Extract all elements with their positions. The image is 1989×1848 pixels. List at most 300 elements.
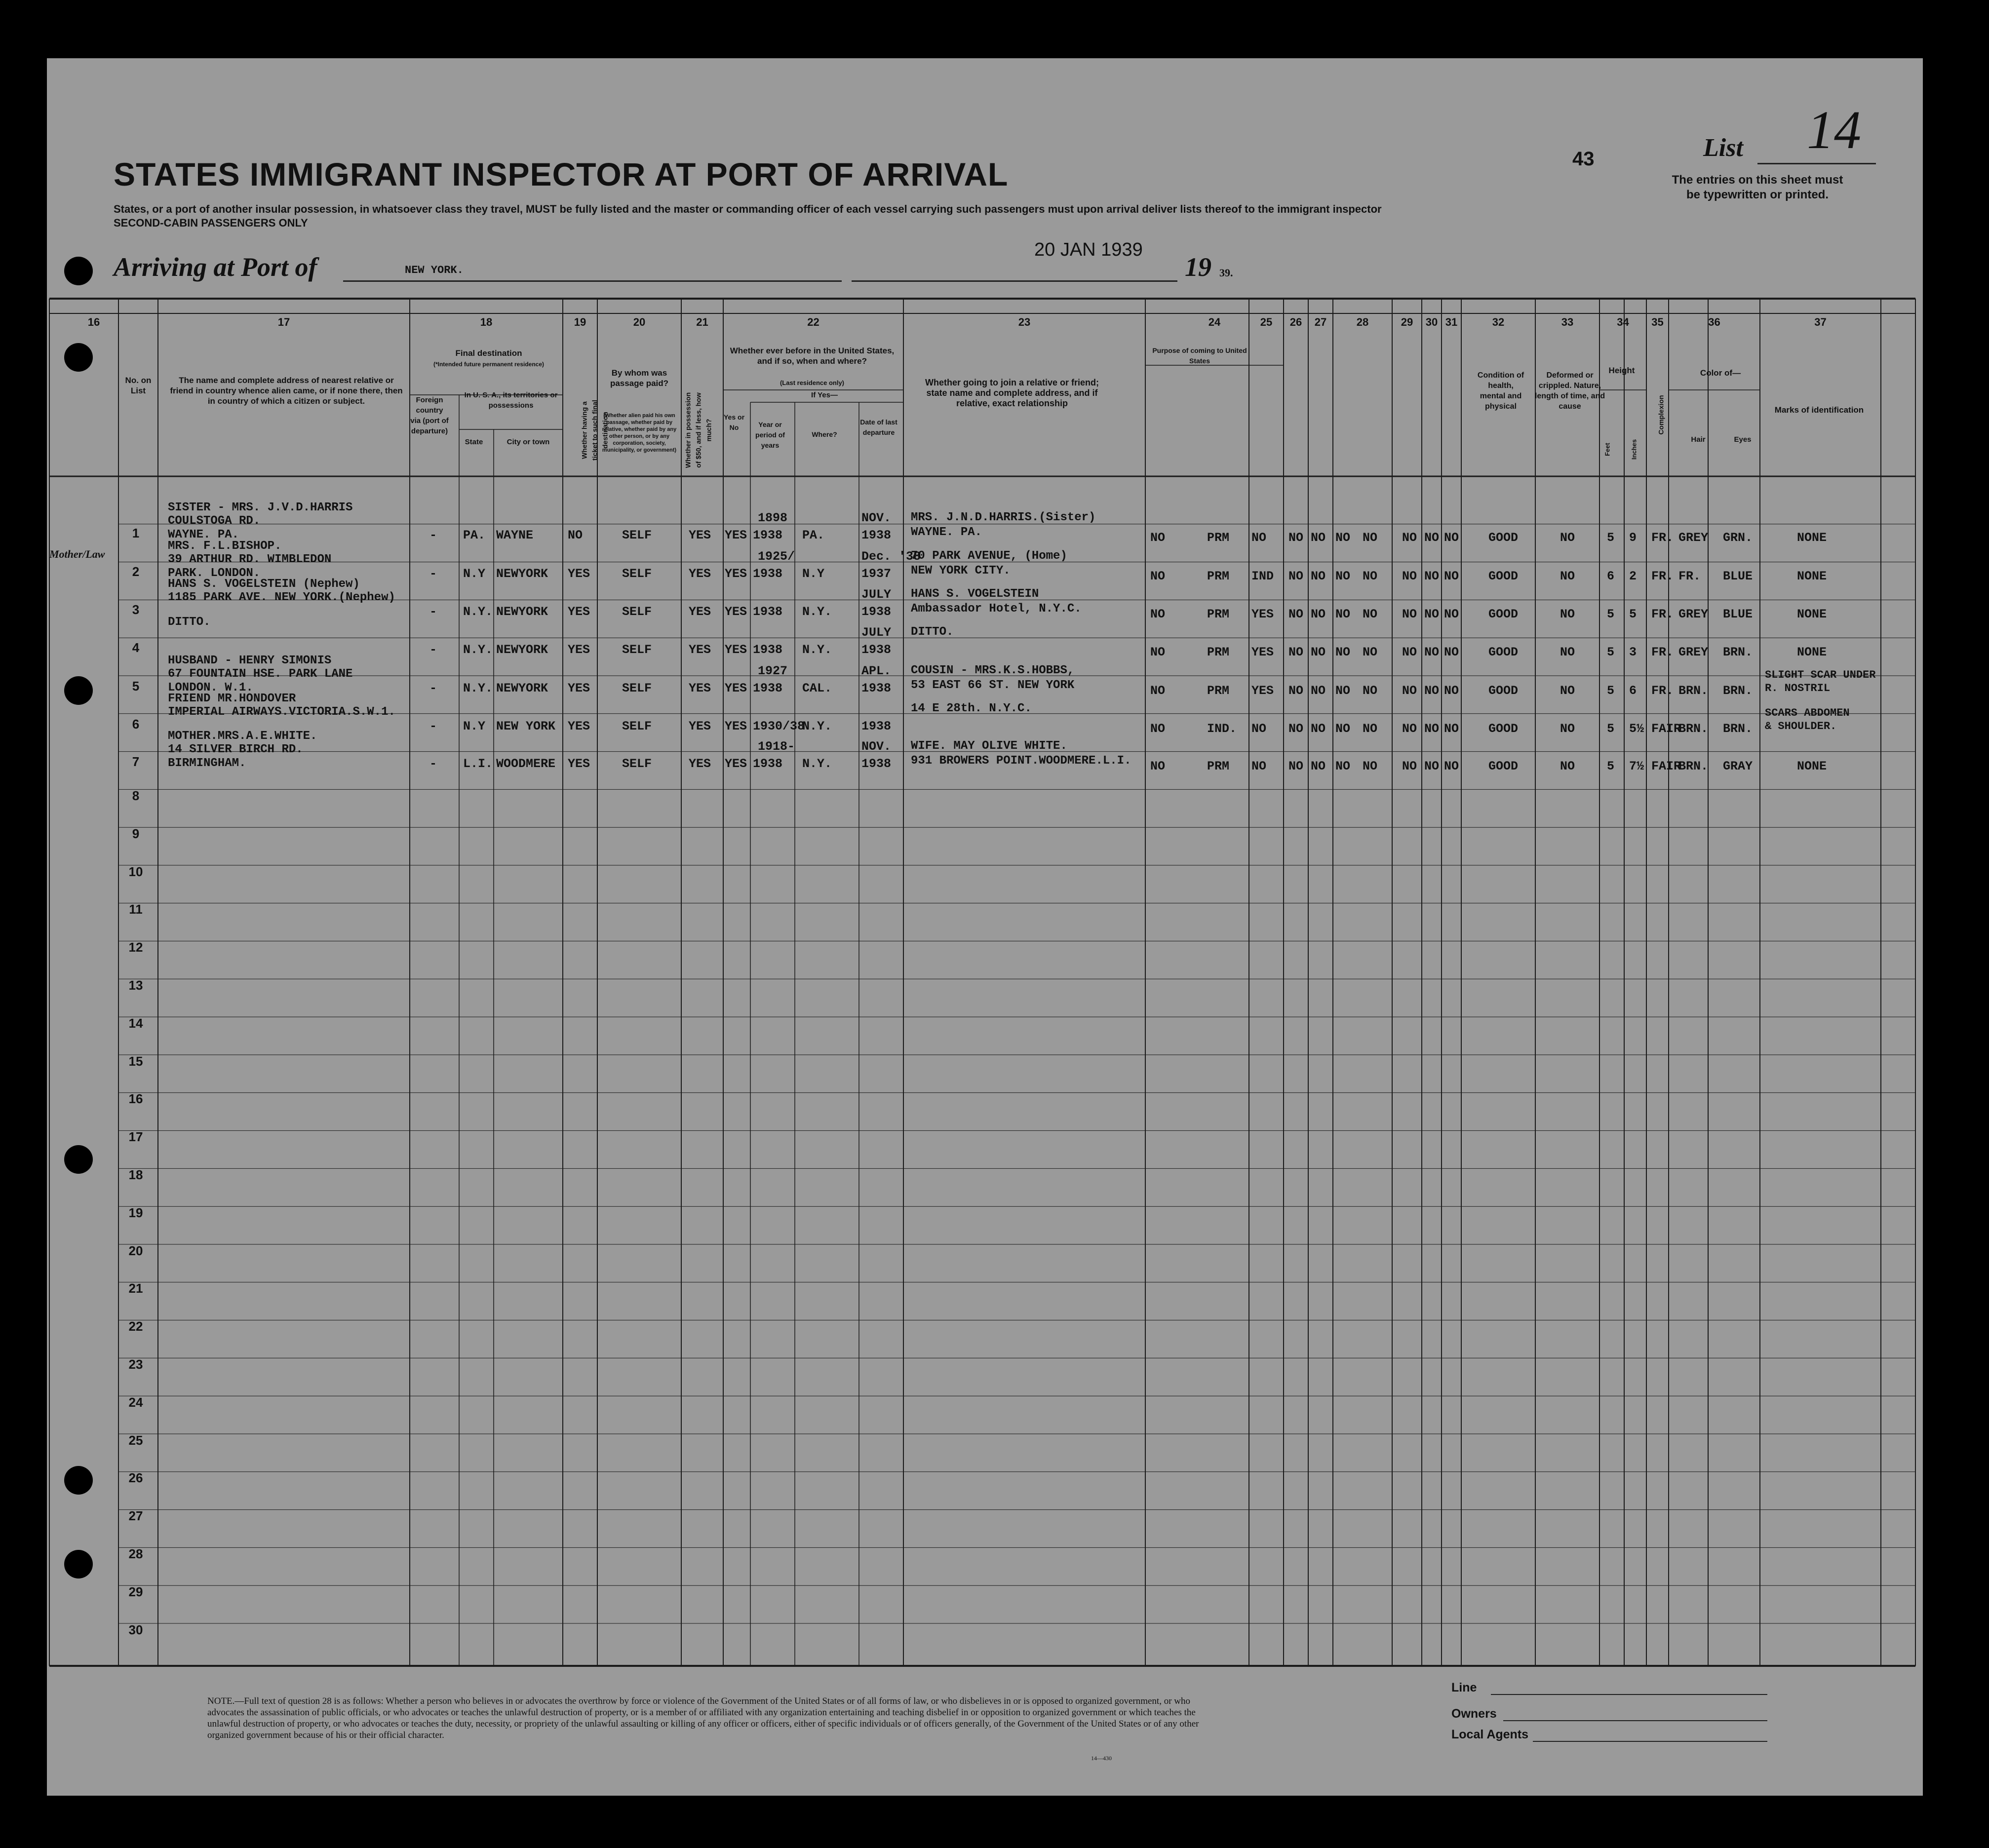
year-prefix: 19 (1185, 252, 1211, 282)
answer-31: NO (1444, 531, 1459, 545)
column-number: 27 (1314, 316, 1327, 328)
column-number: 33 (1561, 316, 1574, 328)
answer-27: NO (1335, 569, 1351, 583)
relative-address-line: LONDON. W.1. (168, 681, 253, 694)
height-feet: 5 (1607, 531, 1615, 545)
row-number: 25 (128, 1432, 143, 1448)
last-departure-year: 1938 (861, 757, 892, 771)
passage-paid-by: SELF (622, 528, 652, 542)
header-no-on-list: No. on List (125, 376, 152, 395)
health-condition: GOOD (1488, 722, 1519, 736)
purpose-answer: NO (1150, 531, 1166, 545)
relative-name: HANS S. VOGELSTEIN (Nephew) (168, 578, 360, 591)
has-fifty-dollars: YES (689, 681, 711, 695)
line-label: Line (1451, 1681, 1477, 1694)
row-number: 4 (132, 640, 140, 655)
row-number: 8 (132, 788, 140, 803)
answer-28: NO (1363, 684, 1378, 698)
header-if-yes: If Yes— (811, 391, 838, 399)
ticket-to-destination: YES (568, 567, 590, 581)
answer-29: NO (1402, 569, 1417, 583)
answer-31: NO (1444, 569, 1459, 583)
has-fifty-dollars: YES (689, 605, 711, 619)
relative-address: 14 SILVER BIRCH RD. (168, 743, 303, 756)
foreign-port: - (429, 605, 437, 619)
passage-paid-by: SELF (622, 643, 652, 657)
row-number: 9 (132, 826, 140, 841)
purpose-answer: IND (1251, 569, 1274, 583)
deformed: NO (1560, 645, 1575, 659)
row-number: 10 (128, 864, 143, 879)
column-number: 35 (1651, 316, 1664, 328)
answer-31: NO (1444, 684, 1459, 698)
header-passage-paid: By whom was passage paid? (610, 368, 669, 388)
before-year: 1938 (753, 567, 783, 581)
column-number: 25 (1260, 316, 1273, 328)
header-where: Where? (812, 430, 837, 438)
row-number: 29 (128, 1584, 143, 1599)
row-number: 3 (132, 602, 140, 617)
destination-city: NEWYORK (496, 681, 548, 695)
health-condition: GOOD (1488, 569, 1519, 583)
line-field (1491, 1694, 1767, 1695)
answer-30: NO (1424, 531, 1440, 545)
passage-paid-by: SELF (622, 757, 652, 771)
has-fifty-dollars: YES (689, 719, 711, 733)
purpose-answer: NO (1150, 645, 1166, 659)
deformed: NO (1560, 569, 1575, 583)
height-inches: 7½ (1629, 759, 1644, 773)
complexion: FAIR (1651, 759, 1681, 773)
row-number: 1 (132, 526, 140, 540)
passage-paid-by: SELF (622, 567, 652, 581)
answer-26: NO (1311, 531, 1326, 545)
row-number: 18 (128, 1167, 143, 1182)
before-where: N.Y. (802, 757, 832, 771)
height-feet: 5 (1607, 722, 1615, 736)
destination-state: N.Y. (463, 605, 493, 619)
has-fifty-dollars: YES (689, 567, 711, 581)
been-before: YES (725, 681, 747, 695)
foreign-port: - (429, 643, 437, 657)
answer-26: NO (1311, 645, 1326, 659)
last-departure-month: NOV. (861, 511, 892, 525)
height-feet: 5 (1607, 645, 1615, 659)
answer-31: NO (1444, 759, 1459, 773)
footnote-text: NOTE.—Full text of question 28 is as follows: Whether a person who believes in or advocates the overthrow by force or violence of the Government of the United States or of all forms of law, or who disbelieves in or is opposed to organized government, or who advocates the assassination of public officials, or who advocates or teaches the unlawful destruction of property, or is a member of or affiliated with any organization entertaining and teaching disbelief in or opposition to organized government or which teaches the unlawful destruction of property, or who advocates or teaches the duty, necessity, or propriety of the unlawful assaulting or killing of any officer or officers, either of specific individuals or of officers generally, of the Government of the United States or of any other organized government because of his or their official character. (207, 1696, 1199, 1740)
before-year: 1938 (753, 643, 783, 657)
purpose-answer: YES (1251, 607, 1274, 621)
height-feet: 5 (1607, 759, 1615, 773)
answer-31: NO (1444, 607, 1459, 621)
ticket-to-destination: NO (568, 528, 583, 542)
header-final-destination: Final destination (455, 348, 522, 358)
destination-state: N.Y (463, 719, 486, 733)
destination-city: NEWYORK (496, 567, 548, 581)
height-inches: 5½ (1629, 722, 1644, 736)
last-departure-month: APL. (861, 664, 892, 678)
header-foreign-country: Foreign country via (port of departure) (410, 396, 449, 435)
before-year: 1938 (753, 681, 783, 695)
header-fifty-dollars: Whether in possession of $50, and if less, how much? (684, 392, 713, 468)
destination-city: NEW YORK (496, 719, 556, 733)
has-fifty-dollars: YES (689, 643, 711, 657)
answer-25: NO (1288, 569, 1304, 583)
purpose-answer: PRM (1207, 531, 1230, 545)
health-condition: GOOD (1488, 759, 1519, 773)
answer-26: NO (1311, 569, 1326, 583)
row-number: 28 (128, 1546, 143, 1561)
row-number: 30 (128, 1622, 143, 1637)
deformed: NO (1560, 759, 1575, 773)
answer-28: NO (1363, 759, 1378, 773)
before-year: 1930/38 (753, 719, 805, 733)
answer-29: NO (1402, 759, 1417, 773)
header-inches: Inches (1630, 439, 1638, 460)
destination-state: PA. (463, 528, 486, 542)
joining-person: DITTO. (911, 625, 954, 639)
row-number: 15 (128, 1053, 143, 1069)
answer-25: NO (1288, 531, 1304, 545)
eye-color: BRN. (1723, 684, 1753, 698)
column-number: 32 (1492, 316, 1505, 328)
eye-color: BRN. (1723, 645, 1753, 659)
header-health: Condition of health, mental and physical (1477, 371, 1524, 411)
margin-annotation: Mother/Law (49, 548, 105, 560)
row-number: 14 (128, 1015, 143, 1031)
relative-address-line: BIRMINGHAM. (168, 757, 246, 770)
column-number: 16 (87, 316, 100, 328)
complexion: FAIR (1651, 722, 1681, 736)
column-number: 26 (1289, 316, 1302, 328)
before-year: 1938 (753, 528, 783, 542)
second-cabin-line: SECOND-CABIN PASSENGERS ONLY (114, 217, 308, 229)
health-condition: GOOD (1488, 645, 1519, 659)
column-number: 36 (1708, 316, 1720, 328)
answer-26: NO (1311, 684, 1326, 698)
health-condition: GOOD (1488, 684, 1519, 698)
last-departure-year: 1938 (861, 681, 892, 695)
purpose-answer: YES (1251, 645, 1274, 659)
hair-color: BRN. (1678, 684, 1709, 698)
joining-address: Ambassador Hotel, N.Y.C. (911, 602, 1082, 616)
header-last-residence: (Last residence only) (780, 379, 845, 386)
header-passage-note: (Whether alien paid his own passage, whether paid by relative, whether paid by any other person, or by any corporation, society, municipality, or government) (602, 413, 677, 453)
relative-address: 39 ARTHUR RD. WIMBLEDON (168, 553, 332, 566)
identification-marks: R. NOSTRIL (1765, 682, 1831, 694)
been-before: YES (725, 528, 747, 542)
column-number: 23 (1018, 316, 1031, 328)
row-number: 23 (128, 1357, 143, 1372)
answer-29: NO (1402, 722, 1417, 736)
has-fifty-dollars: YES (689, 757, 711, 771)
form-number: 14—430 (1091, 1755, 1112, 1762)
foreign-port: - (429, 757, 437, 771)
header-ever-before: Whether ever before in the United States, and if so, when and where? (730, 346, 895, 366)
height-feet: 6 (1607, 569, 1615, 583)
answer-30: NO (1424, 645, 1440, 659)
header-date-departure: Date of last departure (860, 418, 897, 436)
before-where: N.Y. (802, 605, 832, 619)
last-departure-year: 1938 (861, 528, 892, 542)
before-where: N.Y. (802, 643, 832, 657)
relative-name: FRIEND MR.HONDOVER (168, 692, 296, 705)
before-year: 1925/ (758, 549, 795, 564)
header-complexion: Complexion (1657, 395, 1665, 435)
answer-28: NO (1363, 531, 1378, 545)
destination-state: N.Y (463, 567, 486, 581)
before-year: 1927 (758, 664, 788, 678)
deformed: NO (1560, 684, 1575, 698)
ticket-to-destination: YES (568, 719, 590, 733)
answer-27: NO (1335, 531, 1351, 545)
purpose-answer: NO (1150, 759, 1166, 773)
column-number: 28 (1356, 316, 1369, 328)
passage-paid-by: SELF (622, 719, 652, 733)
answer-29: NO (1402, 684, 1417, 698)
answer-28: NO (1363, 569, 1378, 583)
eye-color: BLUE (1723, 569, 1753, 583)
before-where: N.Y (802, 567, 825, 581)
identification-marks: & SHOULDER. (1765, 720, 1837, 732)
height-inches: 5 (1629, 607, 1637, 621)
identification-marks: NONE (1797, 759, 1827, 773)
been-before: YES (725, 643, 747, 657)
before-year: 1938 (753, 757, 783, 771)
joining-person: HANS S. VOGELSTEIN (911, 587, 1039, 601)
purpose-answer: YES (1251, 684, 1274, 698)
purpose-answer: NO (1150, 684, 1166, 698)
purpose-answer: NO (1251, 722, 1267, 736)
height-feet: 5 (1607, 684, 1615, 698)
relative-name: MOTHER.MRS.A.E.WHITE. (168, 730, 317, 743)
relative-address: 67 FOUNTAIN HSE. PARK LANE (168, 667, 353, 681)
relative-address-line: PARK. LONDON. (168, 567, 261, 580)
foreign-port: - (429, 681, 437, 695)
been-before: YES (725, 605, 747, 619)
before-year: 1898 (758, 511, 788, 525)
height-inches: 3 (1629, 645, 1637, 659)
relative-address: COULSTOGA RD. (168, 514, 261, 528)
joining-person: MRS. J.N.D.HARRIS.(Sister) (911, 511, 1096, 524)
ticket-to-destination: YES (568, 605, 590, 619)
local-agents-label: Local Agents (1451, 1728, 1529, 1741)
hair-color: GREY (1678, 645, 1709, 659)
joining-person: 14 E 28th. N.Y.C. (911, 702, 1032, 715)
page-number: 43 (1572, 148, 1595, 170)
last-departure-year: 1938 (861, 605, 892, 619)
answer-26: NO (1311, 607, 1326, 621)
last-departure-year: 1937 (861, 567, 892, 581)
relative-address: IMPERIAL AIRWAYS.VICTORIA.S.W.1. (168, 705, 395, 719)
foreign-port: - (429, 528, 437, 542)
answer-28: NO (1363, 722, 1378, 736)
row-number: 22 (128, 1319, 143, 1334)
row-number: 26 (128, 1470, 143, 1486)
answer-28: NO (1363, 645, 1378, 659)
ticket-to-destination: YES (568, 757, 590, 771)
column-number: 24 (1208, 316, 1221, 328)
column-number: 31 (1445, 316, 1458, 328)
answer-29: NO (1402, 607, 1417, 621)
been-before: YES (725, 567, 747, 581)
before-year: 1918- (758, 739, 795, 754)
port-name: NEW YORK. (405, 264, 464, 276)
column-number: 21 (696, 316, 708, 328)
answer-30: NO (1424, 722, 1440, 736)
joining-address: 53 EAST 66 ST. NEW YORK (911, 679, 1075, 692)
health-condition: GOOD (1488, 531, 1519, 545)
relative-address: 1185 PARK AVE. NEW YORK.(Nephew) (168, 591, 395, 604)
answer-30: NO (1424, 759, 1440, 773)
last-departure-month: Dec. '38 (861, 549, 921, 564)
date-stamp: 20 JAN 1939 (1034, 239, 1143, 260)
destination-city: WOODMERE (496, 757, 556, 771)
list-label: List (1703, 134, 1743, 162)
destination-city: NEWYORK (496, 643, 548, 657)
owners-field (1503, 1720, 1767, 1721)
column-number: 29 (1401, 316, 1413, 328)
purpose-answer: PRM (1207, 645, 1230, 659)
column-number: 30 (1425, 316, 1438, 328)
header-color-of: Color of— (1700, 368, 1741, 378)
header-going-to-join: Whether going to join a relative or friend; state name and complete address, and if relative, exact relationship (925, 378, 1099, 408)
relative-address-line: WAYNE. PA. (168, 528, 239, 541)
destination-city: WAYNE (496, 528, 534, 542)
column-number: 17 (277, 316, 290, 328)
joining-address: NEW YORK CITY. (911, 564, 1011, 578)
identification-marks: NONE (1797, 607, 1827, 621)
header-hair: Hair (1691, 435, 1706, 444)
complexion: FR. (1651, 569, 1674, 583)
passage-paid-by: SELF (622, 605, 652, 619)
deformed: NO (1560, 722, 1575, 736)
row-number: 20 (128, 1243, 143, 1258)
eye-color: GRAY (1723, 759, 1753, 773)
column-number: 20 (633, 316, 646, 328)
answer-25: NO (1288, 722, 1304, 736)
row-number: 7 (132, 754, 140, 769)
row-number: 5 (132, 679, 140, 693)
row-number: 21 (128, 1281, 143, 1296)
header-yes-no: Yes or No (723, 413, 745, 431)
header-in-usa: In U. S. A., its territories or possessions (464, 391, 558, 410)
column-number: 22 (807, 316, 819, 328)
header-purpose: Purpose of coming to United States (1152, 346, 1247, 365)
form-title: STATES IMMIGRANT INSPECTOR AT PORT OF ARRIVAL (114, 156, 1009, 192)
purpose-answer: NO (1251, 531, 1267, 545)
answer-25: NO (1288, 759, 1304, 773)
row-number: 6 (132, 717, 140, 732)
instructions-line: States, or a port of another insular possession, in whatsoever class they travel, MUST be fully listed and the master or commanding officer of each vessel carrying such passengers must upon arrival deliver lists thereof to the immigrant inspector (114, 203, 1382, 215)
height-inches: 2 (1629, 569, 1637, 583)
purpose-answer: NO (1150, 569, 1166, 583)
header-year: Year or period of years (755, 421, 785, 449)
has-fifty-dollars: YES (689, 528, 711, 542)
header-marks: Marks of identification (1774, 405, 1864, 415)
header-final-destination-note: (*Intended future permanent residence) (433, 361, 545, 368)
answer-25: NO (1288, 684, 1304, 698)
row-number: 11 (129, 902, 143, 917)
purpose-answer: PRM (1207, 684, 1230, 698)
row-number: 13 (128, 978, 143, 993)
row-number: 24 (128, 1394, 143, 1410)
last-departure-month: NOV. (861, 739, 892, 754)
answer-27: NO (1335, 684, 1351, 698)
before-year: 1938 (753, 605, 783, 619)
purpose-answer: PRM (1207, 759, 1230, 773)
complexion: FR. (1651, 531, 1674, 545)
passage-paid-by: SELF (622, 681, 652, 695)
row-number: 17 (128, 1129, 143, 1145)
row-number: 2 (132, 564, 140, 579)
header-city: City or town (507, 438, 550, 446)
destination-state: L.I. (463, 757, 493, 771)
purpose-answer: NO (1150, 722, 1166, 736)
answer-27: NO (1335, 722, 1351, 736)
row-number: 12 (128, 940, 143, 955)
footnote-question-28 (207, 1695, 1219, 1741)
answer-28: NO (1363, 607, 1378, 621)
relative-name: HUSBAND - HENRY SIMONIS (168, 654, 332, 667)
hair-color: GREY (1678, 607, 1709, 621)
eye-color: BRN. (1723, 722, 1753, 736)
destination-city: NEWYORK (496, 605, 548, 619)
row-number: 19 (128, 1205, 143, 1220)
last-departure-year: 1938 (861, 719, 892, 733)
before-where: CAL. (802, 681, 832, 695)
eye-color: GRN. (1723, 531, 1753, 545)
answer-30: NO (1424, 607, 1440, 621)
answer-27: NO (1335, 645, 1351, 659)
answer-26: NO (1311, 722, 1326, 736)
hair-color: BRN. (1678, 759, 1709, 773)
purpose-answer: NO (1251, 759, 1267, 773)
foreign-port: - (429, 567, 437, 581)
answer-29: NO (1402, 645, 1417, 659)
deformed: NO (1560, 607, 1575, 621)
column-number: 18 (480, 316, 493, 328)
purpose-answer: PRM (1207, 607, 1230, 621)
last-departure-month: JULY (861, 587, 892, 602)
owners-label: Owners (1451, 1707, 1497, 1721)
identification-marks: NONE (1797, 569, 1827, 583)
last-departure-year: 1938 (861, 643, 892, 657)
relative-name: DITTO. (168, 616, 211, 629)
identification-marks: NONE (1797, 645, 1827, 659)
column-number: 34 (1617, 316, 1629, 328)
answer-27: NO (1335, 607, 1351, 621)
answer-30: NO (1424, 569, 1440, 583)
arriving-label: Arriving at Port of (114, 252, 317, 282)
purpose-answer: IND. (1207, 722, 1237, 736)
answer-25: NO (1288, 607, 1304, 621)
height-feet: 5 (1607, 607, 1615, 621)
answer-26: NO (1311, 759, 1326, 773)
answer-29: NO (1402, 531, 1417, 545)
relative-name: SISTER - MRS. J.V.D.HARRIS (168, 501, 353, 514)
ticket-to-destination: YES (568, 643, 590, 657)
hair-color: GREY (1678, 531, 1709, 545)
purpose-answer: NO (1150, 607, 1166, 621)
hair-color: FR. (1678, 569, 1701, 583)
list-number: 14 (1807, 100, 1861, 160)
identification-marks: NONE (1797, 531, 1827, 545)
answer-31: NO (1444, 645, 1459, 659)
health-condition: GOOD (1488, 607, 1519, 621)
height-inches: 6 (1629, 684, 1637, 698)
last-departure-month: JULY (861, 625, 892, 640)
